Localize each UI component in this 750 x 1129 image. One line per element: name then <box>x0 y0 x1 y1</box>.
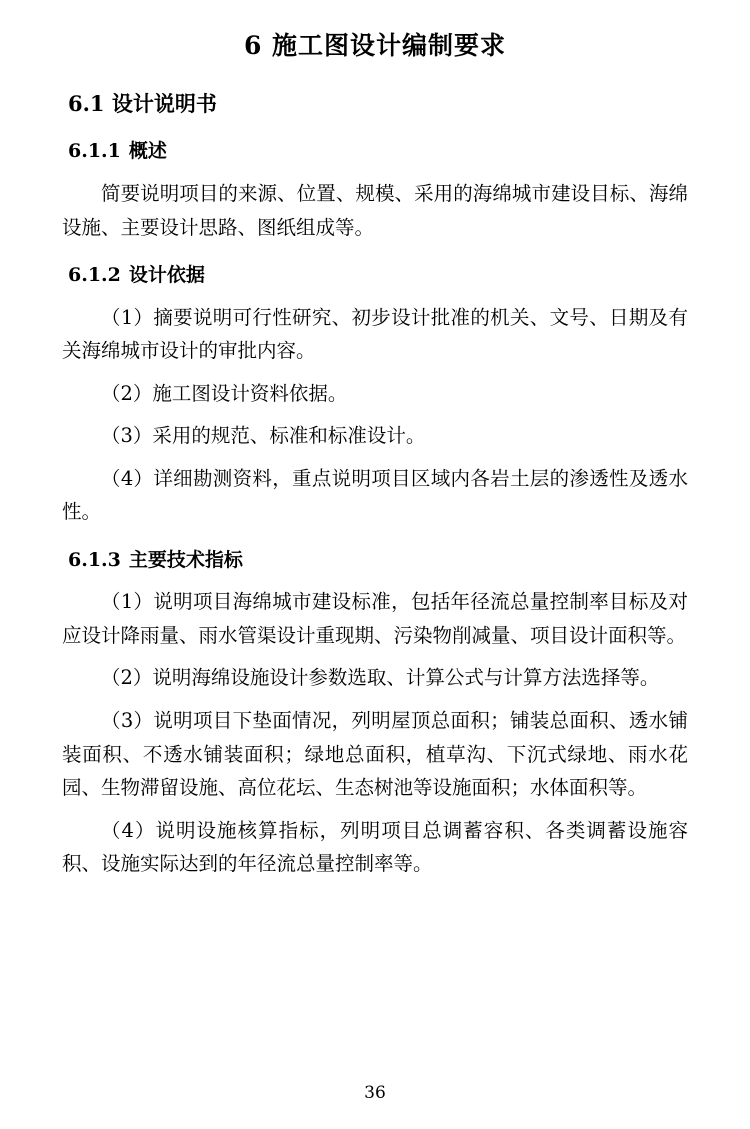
paragraph-6-1-1-1: 简要说明项目的来源、位置、规模、采用的海绵城市建设目标、海绵设施、主要设计思路、图纸组成等。 <box>62 181 688 239</box>
subsection-title-6-1-3: 主要技术指标 <box>128 548 243 571</box>
paragraph-6-1-3-3: （3）说明项目下垫面情况，列明屋顶总面积；铺装总面积、透水铺装面积、不透水铺装面积；绿地总面积，植草沟、下沉式绿地、雨水花园、生物滞留设施、高位花坛、生态树池等设施面积；水体面积等。 <box>62 709 688 800</box>
page-title: 6 施工图设计编制要求 <box>243 31 507 60</box>
paragraph-6-1-3-4: （4）说明设施核算指标，列明项目总调蓄容积、各类调蓄设施容积、设施实际达到的年径流总量控制率等。 <box>62 818 688 876</box>
paragraph-6-1-2-3: （3）采用的规范、标准和标准设计。 <box>101 424 426 448</box>
paragraph-6-1-2-1: （1）摘要说明可行性研究、初步设计批准的机关、文号、日期及有关海绵城市设计的审批内容。 <box>62 305 688 363</box>
subsection-number-6-1-2: 6.1.2 <box>68 264 121 287</box>
paragraph-6-1-2-2: （2）施工图设计资料依据。 <box>101 381 348 405</box>
subsection-heading-6-1-2 <box>62 262 688 289</box>
paragraph-6-1-3-1: （1）说明项目海绵城市建设标准，包括年径流总量控制率目标及对应设计降雨量、雨水管渠设计重现期、污染物削减量、项目设计面积等。 <box>62 590 688 647</box>
subsection-number-6-1-3: 6.1.3 <box>68 548 121 571</box>
page-number: 36 <box>364 1083 386 1103</box>
paragraph-6-1-2-4: （4）详细勘测资料，重点说明项目区域内各岩土层的渗透性及透水性。 <box>62 466 688 524</box>
subsection-title-6-1-2: 设计依据 <box>128 264 205 287</box>
subsection-heading-6-1-3 <box>62 547 688 574</box>
subsection-number-6-1-1: 6.1.1 <box>68 140 121 163</box>
subsection-title-6-1-1: 概述 <box>128 140 167 163</box>
subsection-heading-6-1-1 <box>62 138 688 165</box>
paragraph-6-1-3-2: （2）说明海绵设施设计参数选取、计算公式与计算方法选择等。 <box>101 666 660 690</box>
section-heading-6-1: 6.1 设计说明书 <box>68 91 217 116</box>
